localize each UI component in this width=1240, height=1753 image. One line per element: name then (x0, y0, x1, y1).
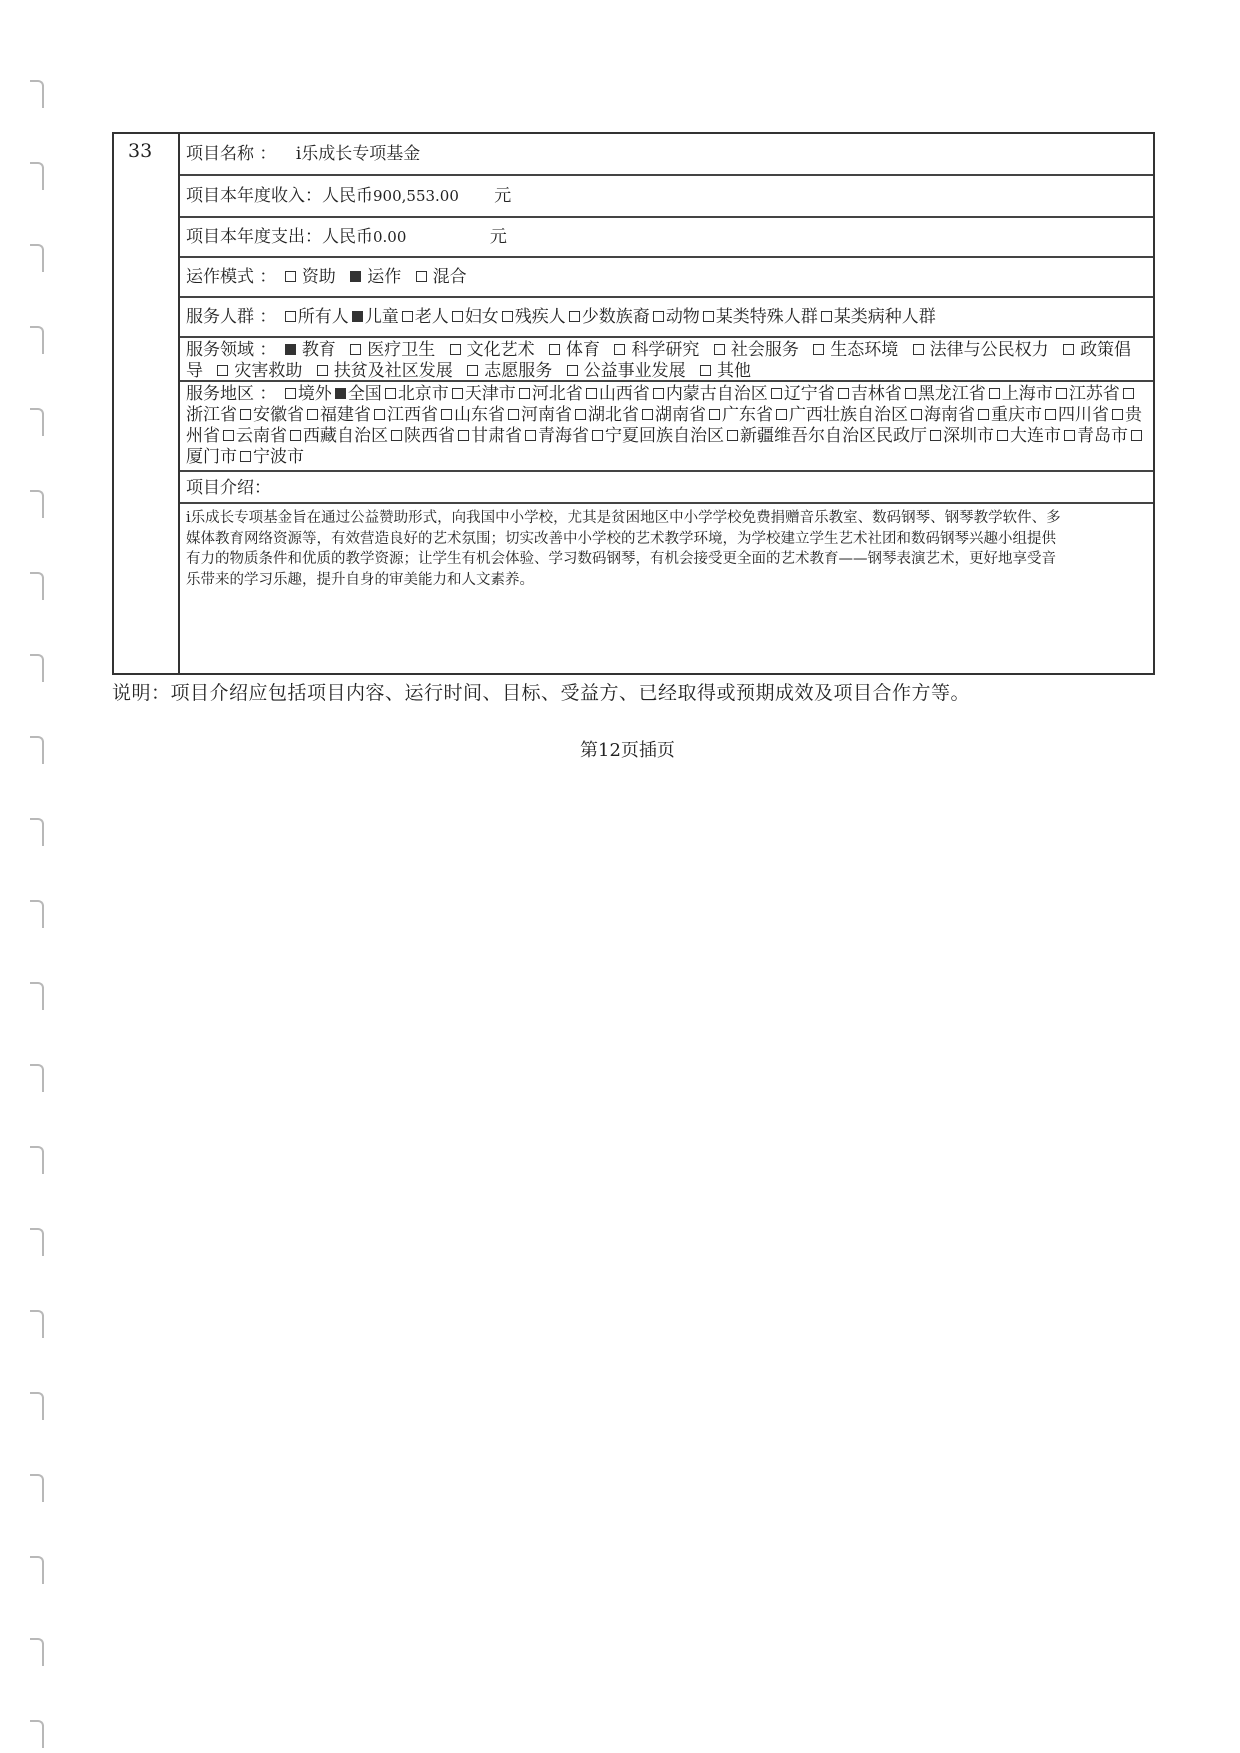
checkbox-icon[interactable] (450, 344, 461, 355)
option-label: 科学研究 (631, 340, 700, 360)
service-regions-option[interactable] (773, 405, 908, 425)
checkbox-icon[interactable] (1056, 388, 1067, 399)
service-regions-option[interactable] (908, 405, 975, 425)
checkbox-icon[interactable] (911, 409, 922, 420)
service-regions-option[interactable] (287, 426, 388, 446)
option-label: 动物 (665, 307, 700, 327)
option-label: 安徽省 (253, 405, 304, 425)
intro-text: i乐成长专项基金旨在通过公益赞助形式，向我国中小学校，尤其是贫困地区中小学学校免费捐赠音乐教室、数码钢琴、钢琴教学软件、多媒体教育网络资源等，有效营造良好的艺术氛围；切实改善中小学校的艺术教学环境，为学校建立学生艺术社团和数码钢琴兴趣小组提供有力的物质条件和优质的教学资源；让学生有机会体验、学习数码钢琴，有机会接受更全面的艺术教育——钢琴表演艺术，更好地享受音乐带来的学习乐趣，提升自身的审美能力和人文素养。 (186, 510, 1061, 588)
service-groups-option[interactable] (449, 307, 499, 327)
option-label: 文化艺术 (466, 340, 535, 360)
service-fields-label: 服务领域 ： (186, 340, 277, 360)
service-regions-option[interactable] (388, 426, 455, 446)
checkbox-icon[interactable] (502, 311, 513, 322)
option-label: 公益事业发展 (583, 361, 686, 381)
option-label: 社会服务 (730, 340, 799, 360)
service-regions-option[interactable] (382, 384, 449, 404)
checkbox-icon[interactable] (714, 344, 725, 355)
checkbox-icon[interactable] (1063, 344, 1074, 355)
checkbox-icon[interactable] (508, 409, 519, 420)
option-label: 残疾人 (514, 307, 566, 327)
option-label: 广西壮族自治区 (789, 405, 908, 425)
expense-unit: 元 (489, 227, 507, 247)
checkbox-icon[interactable] (217, 365, 228, 376)
binding-hole (30, 736, 44, 764)
service-regions-option[interactable] (724, 426, 927, 446)
option-label: 志愿服务 (484, 361, 553, 381)
service-fields-option[interactable] (810, 340, 904, 360)
service-regions-option[interactable] (237, 447, 304, 467)
option-label: 宁夏回族自治区 (605, 426, 724, 446)
service-regions-option[interactable] (220, 426, 287, 446)
checkbox-icon[interactable] (285, 388, 296, 399)
checkbox-icon[interactable] (1131, 430, 1142, 441)
checkbox-checked-icon[interactable] (352, 311, 363, 322)
service-regions-row (180, 382, 1153, 472)
option-label: 贵州省 (186, 405, 1142, 446)
binding-hole (30, 982, 44, 1010)
option-label: 甘肃省 (471, 426, 522, 446)
service-regions-option[interactable] (975, 405, 1042, 425)
service-groups-option[interactable] (282, 307, 349, 327)
checkbox-icon[interactable] (586, 388, 597, 399)
service-groups-option[interactable] (499, 307, 566, 327)
checkbox-icon[interactable] (385, 388, 396, 399)
binding-hole (30, 1556, 44, 1584)
option-label: 大连市 (1010, 426, 1061, 446)
income-label: 项目本年度收入：人民币 (186, 186, 373, 206)
operation-mode-option[interactable] (347, 267, 407, 287)
checkbox-icon[interactable] (567, 365, 578, 376)
service-fields-option[interactable] (214, 361, 308, 381)
binding-hole (30, 572, 44, 600)
checkbox-icon[interactable] (771, 388, 782, 399)
option-label: 政策倡导 (186, 340, 1132, 381)
service-fields-options (186, 340, 1131, 381)
checkbox-icon[interactable] (458, 430, 469, 441)
checkbox-icon[interactable] (642, 409, 653, 420)
option-label: 四川省 (1058, 405, 1109, 425)
binding-hole (30, 1064, 44, 1092)
project-table (112, 132, 1155, 675)
option-label: 深圳市 (943, 426, 994, 446)
service-regions-option[interactable] (1042, 405, 1109, 425)
service-fields-option[interactable] (447, 340, 541, 360)
checkbox-icon[interactable] (978, 409, 989, 420)
service-regions-option[interactable] (589, 426, 724, 446)
operation-mode-option[interactable] (282, 267, 342, 287)
binding-hole (30, 1392, 44, 1420)
service-regions-option[interactable] (927, 426, 994, 446)
option-label: 新疆维吾尔自治区民政厅 (740, 426, 927, 446)
checkbox-icon[interactable] (391, 430, 402, 441)
checkbox-icon[interactable] (821, 311, 832, 322)
project-name-value: i乐成长专项基金 (295, 144, 421, 164)
checkbox-icon[interactable] (240, 409, 251, 420)
checkbox-icon[interactable] (813, 344, 824, 355)
intro-text-row (180, 504, 1153, 673)
checkbox-icon[interactable] (700, 365, 711, 376)
project-name-label: 项目名称 ： (186, 144, 277, 164)
option-label: 青海省 (538, 426, 589, 446)
expense-amount: 0.00 (373, 228, 407, 246)
row-number-cell (114, 134, 180, 673)
row-number: 33 (128, 140, 153, 162)
binding-hole (30, 1146, 44, 1174)
service-regions-option[interactable] (522, 426, 589, 446)
checkbox-icon[interactable] (549, 344, 560, 355)
service-regions-option[interactable] (304, 405, 371, 425)
checkbox-icon[interactable] (709, 409, 720, 420)
option-label: 妇女 (464, 307, 499, 327)
checkbox-icon[interactable] (727, 430, 738, 441)
checkbox-icon[interactable] (317, 365, 328, 376)
binding-hole (30, 490, 44, 518)
service-regions-option[interactable] (438, 405, 505, 425)
service-regions-option[interactable] (650, 384, 768, 404)
option-label: 江西省 (387, 405, 438, 425)
checkbox-icon[interactable] (416, 271, 427, 282)
service-regions-option[interactable] (371, 405, 438, 425)
intro-label: 项目介绍： (186, 478, 271, 498)
checkbox-icon[interactable] (452, 311, 463, 322)
option-label: 浙江省 (186, 405, 237, 425)
service-regions-options (186, 384, 1144, 467)
option-label: 混合 (432, 267, 467, 287)
service-groups-option[interactable] (349, 307, 399, 327)
service-regions-option[interactable] (835, 384, 902, 404)
binding-hole (30, 80, 44, 108)
service-fields-option[interactable] (464, 361, 558, 381)
option-label: 云南省 (236, 426, 287, 446)
service-regions-option[interactable] (572, 405, 639, 425)
page-label: 第12页插页 (580, 740, 675, 761)
binding-hole (30, 1638, 44, 1666)
service-groups-options (282, 307, 936, 327)
option-label: 山西省 (598, 384, 650, 404)
checkbox-icon[interactable] (930, 430, 941, 441)
income-amount: 900,553.00 (373, 187, 459, 205)
option-label: 吉林省 (850, 384, 902, 404)
service-groups-option[interactable] (650, 307, 700, 327)
checkbox-checked-icon[interactable] (335, 388, 346, 399)
checkbox-icon[interactable] (1112, 409, 1123, 420)
checkbox-icon[interactable] (776, 409, 787, 420)
service-groups-option[interactable] (700, 307, 818, 327)
binding-holes (30, 0, 50, 1753)
service-regions-option[interactable] (706, 405, 773, 425)
binding-hole (30, 162, 44, 190)
checkbox-icon[interactable] (402, 311, 413, 322)
expense-row (180, 218, 1153, 258)
binding-hole (30, 1720, 44, 1748)
checkbox-checked-icon[interactable] (350, 271, 361, 282)
option-label: 青岛市 (1077, 426, 1128, 446)
checkbox-icon[interactable] (441, 409, 452, 420)
service-regions-option[interactable] (1053, 384, 1120, 404)
option-label: 法律与公民权力 (929, 340, 1049, 360)
service-regions-option[interactable] (583, 384, 650, 404)
checkbox-icon[interactable] (653, 388, 664, 399)
binding-hole (30, 654, 44, 682)
option-label: 黑龙江省 (917, 384, 986, 404)
project-details (180, 134, 1153, 673)
checkbox-icon[interactable] (989, 388, 1000, 399)
income-row (180, 176, 1153, 218)
service-regions-option[interactable] (902, 384, 986, 404)
option-label: 内蒙古自治区 (665, 384, 768, 404)
option-label: 灾害救助 (234, 361, 303, 381)
service-regions-option[interactable] (282, 384, 332, 404)
service-fields-row (180, 338, 1153, 382)
option-label: 扶贫及社区发展 (333, 361, 453, 381)
option-label: 某类病种人群 (833, 307, 936, 327)
checkbox-icon[interactable] (240, 451, 251, 462)
option-label: 儿童 (364, 307, 399, 327)
checkbox-icon[interactable] (223, 430, 234, 441)
option-label: 天津市 (464, 384, 516, 404)
service-fields-option[interactable] (611, 340, 705, 360)
service-groups-label: 服务人群 ： (186, 307, 277, 327)
service-groups-row (180, 298, 1153, 338)
checkbox-icon[interactable] (703, 311, 714, 322)
option-label: 广东省 (722, 405, 773, 425)
option-label: 重庆市 (991, 405, 1042, 425)
operation-mode-label: 运作模式 ： (186, 267, 277, 287)
service-groups-option[interactable] (399, 307, 449, 327)
checkbox-icon[interactable] (525, 430, 536, 441)
service-regions-option[interactable] (1061, 426, 1128, 446)
checkbox-icon[interactable] (614, 344, 625, 355)
checkbox-icon[interactable] (653, 311, 664, 322)
service-fields-option[interactable] (347, 340, 441, 360)
service-regions-option[interactable] (994, 426, 1061, 446)
option-label: 资助 (301, 267, 336, 287)
service-regions-option[interactable] (768, 384, 835, 404)
option-label: 教育 (301, 340, 336, 360)
service-fields-option[interactable] (711, 340, 805, 360)
service-regions-option[interactable] (455, 426, 522, 446)
checkbox-icon[interactable] (1123, 388, 1134, 399)
checkbox-icon[interactable] (997, 430, 1008, 441)
checkbox-icon[interactable] (285, 311, 296, 322)
expense-label: 项目本年度支出：人民币 (186, 227, 373, 247)
checkbox-icon[interactable] (592, 430, 603, 441)
option-label: 西藏自治区 (303, 426, 388, 446)
binding-hole (30, 1310, 44, 1338)
option-label: 湖南省 (655, 405, 706, 425)
option-label: 海南省 (924, 405, 975, 425)
option-label: 境外 (297, 384, 332, 404)
binding-hole (30, 326, 44, 354)
option-label: 陕西省 (404, 426, 455, 446)
service-fields-option[interactable] (564, 361, 692, 381)
option-label: 山东省 (454, 405, 505, 425)
checkbox-icon[interactable] (905, 388, 916, 399)
income-unit: 元 (494, 186, 512, 206)
option-label: 江苏省 (1068, 384, 1120, 404)
binding-hole (30, 818, 44, 846)
operation-mode-option[interactable] (413, 267, 473, 287)
service-regions-option[interactable] (505, 405, 572, 425)
operation-mode-row (180, 258, 1153, 298)
checkbox-icon[interactable] (290, 430, 301, 441)
checkbox-icon[interactable] (374, 409, 385, 420)
service-regions-option[interactable] (639, 405, 706, 425)
checkbox-checked-icon[interactable] (285, 344, 296, 355)
note-text: 说明：项目介绍应包括项目内容、运行时间、目标、受益方、已经取得或预期成效及项目合作方等。 (112, 682, 971, 704)
service-regions-option[interactable] (516, 384, 583, 404)
service-regions-label: 服务地区 ： (186, 384, 277, 404)
service-fields-option[interactable] (910, 340, 1055, 360)
service-groups-option[interactable] (818, 307, 936, 327)
option-label: 上海市 (1001, 384, 1053, 404)
option-label: 医疗卫生 (367, 340, 436, 360)
intro-label-row (180, 472, 1153, 504)
service-regions-option[interactable] (332, 384, 382, 404)
option-label: 生态环境 (830, 340, 899, 360)
binding-hole (30, 1228, 44, 1256)
option-label: 厦门市 (186, 447, 237, 467)
option-label: 宁波市 (253, 447, 304, 467)
option-label: 河北省 (531, 384, 583, 404)
checkbox-icon[interactable] (350, 344, 361, 355)
option-label: 所有人 (297, 307, 349, 327)
option-label: 体育 (566, 340, 601, 360)
checkbox-icon[interactable] (307, 409, 318, 420)
option-label: 福建省 (320, 405, 371, 425)
checkbox-icon[interactable] (285, 271, 296, 282)
binding-hole (30, 244, 44, 272)
service-fields-option[interactable] (697, 361, 757, 381)
checkbox-icon[interactable] (569, 311, 580, 322)
option-label: 其他 (717, 361, 752, 381)
checkbox-icon[interactable] (452, 388, 463, 399)
service-fields-option[interactable] (546, 340, 606, 360)
service-regions-option[interactable] (986, 384, 1053, 404)
option-label: 全国 (347, 384, 382, 404)
option-label: 湖北省 (588, 405, 639, 425)
binding-hole (30, 408, 44, 436)
checkbox-icon[interactable] (1045, 409, 1056, 420)
service-regions-option[interactable] (449, 384, 516, 404)
option-label: 某类特殊人群 (715, 307, 818, 327)
checkbox-icon[interactable] (467, 365, 478, 376)
checkbox-icon[interactable] (838, 388, 849, 399)
service-fields-option[interactable] (282, 340, 342, 360)
option-label: 北京市 (397, 384, 449, 404)
option-label: 辽宁省 (783, 384, 835, 404)
option-label: 河南省 (521, 405, 572, 425)
service-regions-option[interactable] (237, 405, 304, 425)
service-fields-option[interactable] (314, 361, 459, 381)
operation-mode-options (282, 267, 473, 287)
checkbox-icon[interactable] (913, 344, 924, 355)
checkbox-icon[interactable] (519, 388, 530, 399)
option-label: 运作 (367, 267, 402, 287)
option-label: 少数族裔 (581, 307, 650, 327)
option-label: 老人 (414, 307, 449, 327)
binding-hole (30, 900, 44, 928)
checkbox-icon[interactable] (575, 409, 586, 420)
service-groups-option[interactable] (566, 307, 650, 327)
checkbox-icon[interactable] (1064, 430, 1075, 441)
project-name-row (180, 134, 1153, 176)
binding-hole (30, 1474, 44, 1502)
